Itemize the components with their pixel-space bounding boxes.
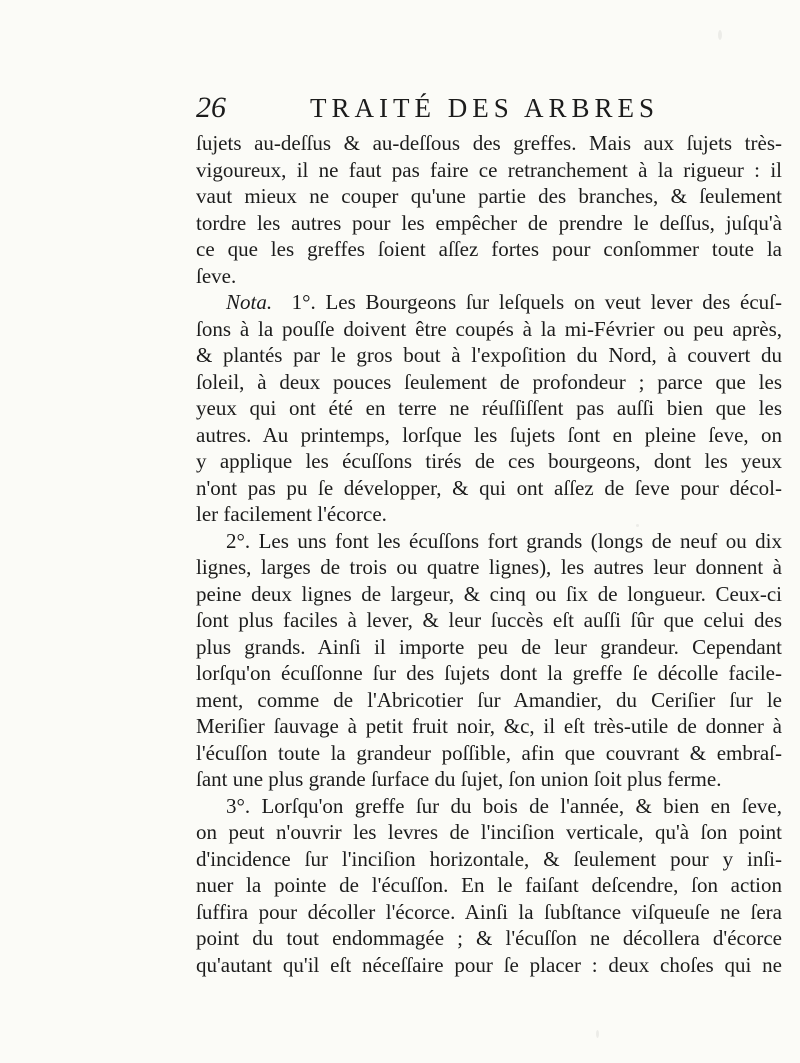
text-line: qu'autant qu'il eſt néceſſaire pour ſe placer : deux choſes qui ne: [196, 952, 782, 977]
running-title: TRAITÉ DES ARBRES: [310, 93, 660, 123]
running-head: [196, 88, 784, 128]
nota-label: Nota.: [226, 290, 273, 314]
text-line: lorſqu'on écuſſonne ſur des ſujets dont la greffe ſe décolle facile-: [196, 661, 782, 685]
text-line: n'ont pas pu ſe développer, & qui ont aſſez de ſeve pour décol-: [196, 475, 782, 500]
text-line: & plantés par le gros bout à l'expoſition du Nord, à couvert du: [196, 343, 782, 367]
text-line: l'écuſſon toute la grandeur poſſible, afin que couvrant & embraſ-: [196, 740, 782, 765]
paper-speck: [636, 524, 639, 527]
text-line: ce que les greffes ſoient aſſez fortes pour conſommer toute la: [196, 237, 782, 261]
text-line: ſont plus faciles à lever, & leur ſuccès eſt auſſi ſûr que celui des: [196, 608, 782, 632]
text-line: plus grands. Ainſi il importe peu de leur grandeur. Cependant: [196, 634, 782, 659]
text-line: ſant une plus grande ſurface du ſujet, ſon union ſoit plus ferme.: [196, 767, 722, 791]
text-line: ment, comme de l'Abricotier ſur Amandier, du Ceriſier ſur le: [196, 687, 782, 712]
text-line: ler facilement l'écorce.: [196, 502, 387, 526]
text-line: ſujets au-deſſus & au-deſſous des greffes. Mais aux ſujets très-: [196, 131, 782, 155]
text-line: tordre les autres pour les empêcher de prendre le deſſus, juſqu'à: [196, 210, 782, 235]
nota-text: 1°. Les Bourgeons ſur leſquels on veut lever des écuſ-: [291, 290, 782, 314]
text-line: ſuffira pour décoller l'écorce. Ainſi la ſubſtance viſqueuſe ne ſera: [196, 899, 782, 924]
text-line: nuer la pointe de l'écuſſon. En le faiſant deſcendre, ſon action: [196, 873, 782, 897]
text-line: ſons à la pouſſe doivent être coupés à la mi-Février ou peu après,: [196, 316, 782, 341]
text-line: lignes, larges de trois ou quatre lignes), les autres leur donnent à: [196, 555, 782, 579]
text-line: ſeve.: [196, 263, 237, 288]
text-line: 2°. Les uns font les écuſſons fort grands (longs de neuf ou dix: [226, 528, 782, 553]
text-line: vaut mieux ne couper qu'une partie des branches, & ſeulement: [196, 184, 782, 208]
text-line: autres. Au printemps, lorſque les ſujets ſont en pleine ſeve, on: [196, 422, 782, 447]
body-text: [196, 130, 782, 978]
text-line: d'incidence ſur l'inciſion horizontale, & ſeulement pour y inſi-: [196, 846, 782, 871]
text-line: point du tout endommagée ; & l'écuſſon ne décollera d'écorce: [196, 926, 782, 950]
text-line: on peut n'ouvrir les levres de l'inciſion verticale, qu'à ſon point: [196, 820, 782, 844]
text-line: vigoureux, il ne faut pas faire ce retranchement à la rigueur : il: [196, 157, 782, 182]
paper-speck: [596, 1030, 599, 1038]
text-line: y applique les écuſſons tirés de ces bourgeons, dont les yeux: [196, 449, 782, 473]
paper-speck: [718, 30, 722, 40]
text-line: 3°. Lorſqu'on greffe ſur du bois de l'année, & bien en ſeve,: [226, 793, 782, 818]
text-line: yeux qui ont été en terre ne réuſſiſſent pas auſſi bien que les: [196, 396, 782, 420]
text-line: Meriſier ſauvage à petit fruit noir, &c, il eſt très-utile de donner à: [196, 714, 782, 738]
text-line: peine deux lignes de largeur, & cinq ou ſix de longueur. Ceux-ci: [196, 581, 782, 606]
text-line: ſoleil, à deux pouces ſeulement de profondeur ; parce que les: [196, 369, 782, 394]
page-number: 26: [196, 91, 226, 124]
text-line-nota: [196, 289, 782, 316]
